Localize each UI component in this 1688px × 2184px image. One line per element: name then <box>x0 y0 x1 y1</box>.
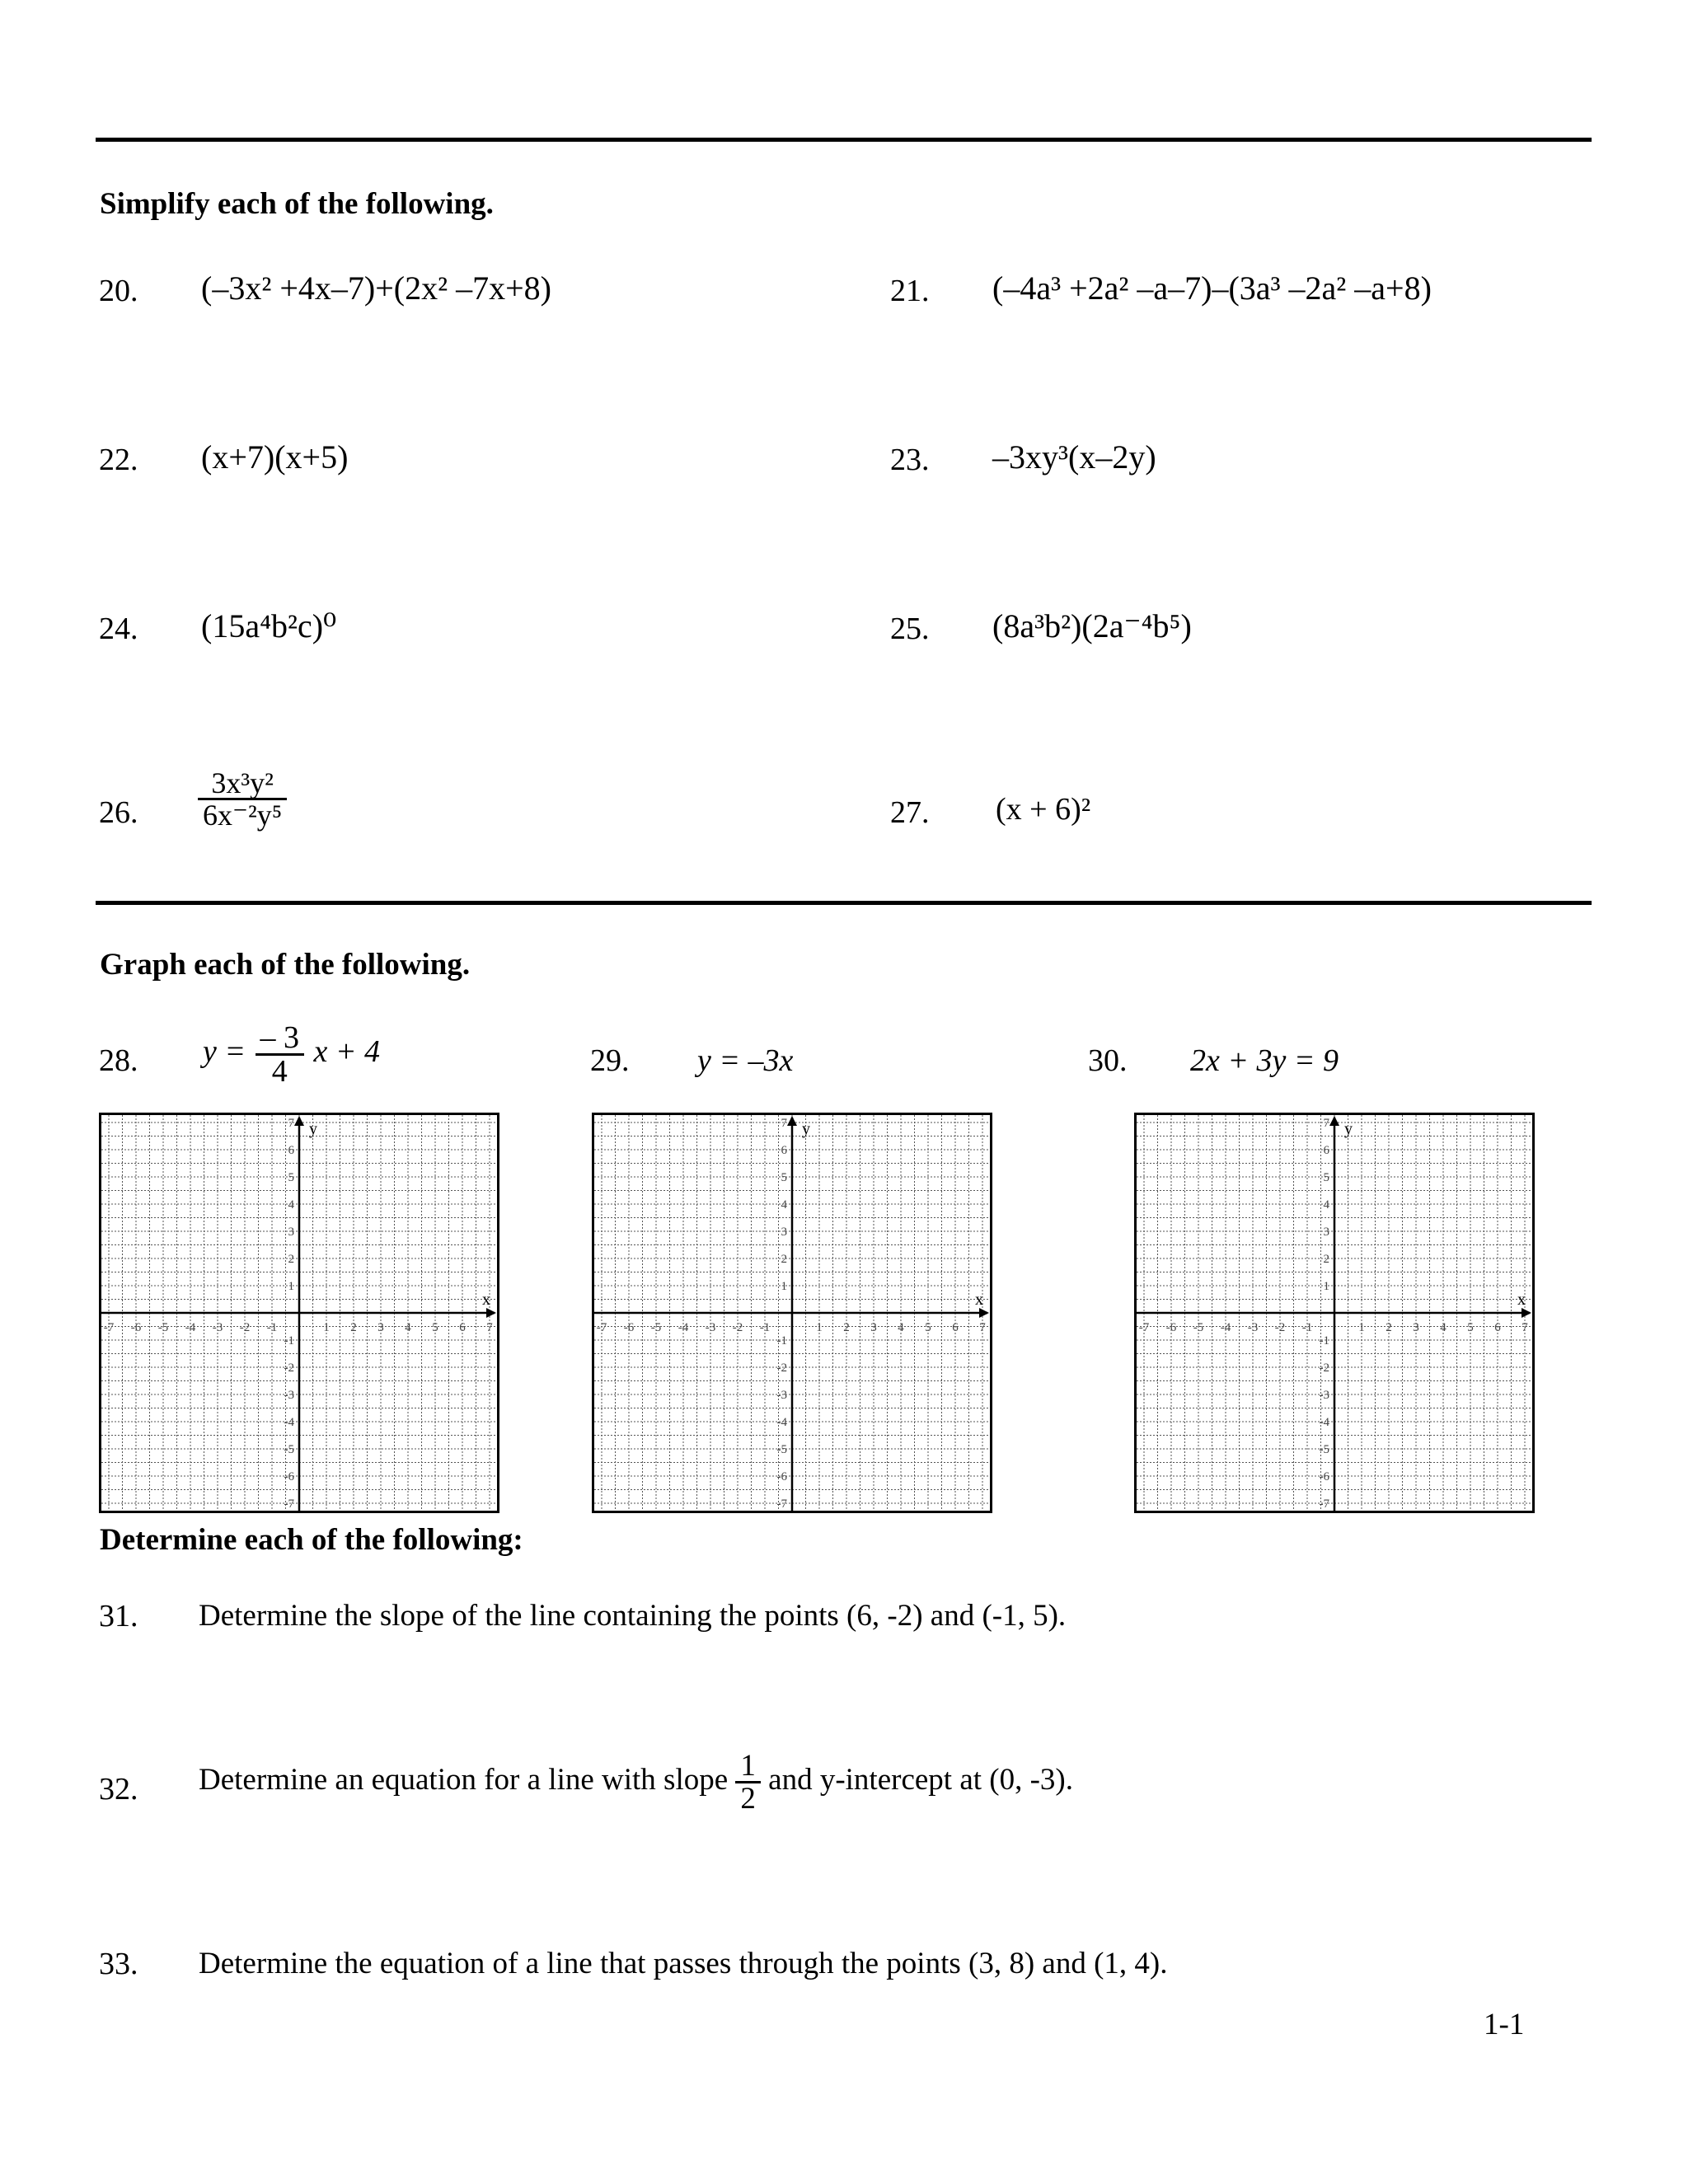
x-tick-label: -3 <box>212 1321 223 1334</box>
y-tick-label: 4 <box>781 1198 787 1212</box>
x-tick-label: -2 <box>732 1321 743 1334</box>
x-tick-label: -2 <box>239 1321 251 1334</box>
x-tick-label: -1 <box>1301 1321 1313 1334</box>
problem-26-numerator: 3x³y² <box>211 766 274 799</box>
x-tick-label: 7 <box>1522 1321 1528 1334</box>
determine-heading: Determine each of the following: <box>100 1523 523 1557</box>
y-tick-label: -6 <box>284 1470 294 1483</box>
problem-24-number: 24. <box>99 612 138 646</box>
y-tick-label: -7 <box>1319 1497 1329 1511</box>
problem-28-frac-den: 4 <box>256 1053 305 1087</box>
x-tick-label: -5 <box>650 1321 662 1334</box>
x-tick-label: 5 <box>925 1321 931 1334</box>
y-tick-label: 7 <box>288 1117 294 1130</box>
problem-22-expression: (x+7)(x+5) <box>201 438 349 476</box>
y-tick-label: -5 <box>776 1443 787 1456</box>
y-tick-label: -4 <box>776 1416 787 1429</box>
x-tick-label: 3 <box>1413 1321 1419 1334</box>
x-tick-label: 1 <box>816 1321 823 1334</box>
top-rule <box>96 138 1592 142</box>
problem-32-text <box>199 1750 1073 1814</box>
y-tick-label: 6 <box>1323 1144 1329 1157</box>
x-tick-label: -2 <box>1274 1321 1286 1334</box>
x-tick-label: 7 <box>979 1321 986 1334</box>
y-tick-label: 1 <box>781 1280 787 1293</box>
problem-27-number: 27. <box>890 795 930 830</box>
y-tick-label: -1 <box>284 1334 294 1347</box>
y-axis-label: y <box>802 1120 810 1138</box>
problem-31-text: Determine the slope of the line containing the points (6, -2) and (-1, 5). <box>199 1599 1067 1633</box>
x-tick-label: 2 <box>843 1321 850 1334</box>
problem-28-number: 28. <box>99 1043 138 1078</box>
problem-32-number: 32. <box>99 1772 138 1807</box>
y-tick-label: -1 <box>1319 1334 1329 1347</box>
x-tick-label: 3 <box>377 1321 384 1334</box>
coordinate-grid-28[interactable] <box>99 1113 499 1513</box>
y-tick-label: -1 <box>776 1334 787 1347</box>
y-tick-label: 3 <box>781 1226 787 1239</box>
problem-32-frac-num: 1 <box>740 1749 756 1783</box>
problem-27-expression: (x + 6)² <box>996 792 1091 827</box>
x-tick-label: -4 <box>678 1321 689 1334</box>
x-tick-label: 1 <box>323 1321 330 1334</box>
y-tick-label: -6 <box>776 1470 787 1483</box>
problem-29-number: 29. <box>590 1043 630 1078</box>
problem-23-number: 23. <box>890 443 930 477</box>
problem-24-expression: (15a⁴b²c)⁰ <box>201 607 337 644</box>
problem-28-rhs: x + 4 <box>313 1034 381 1070</box>
x-tick-label: -6 <box>1165 1321 1177 1334</box>
x-tick-label: 4 <box>405 1321 411 1334</box>
page-number: 1-1 <box>1484 2008 1525 2041</box>
y-tick-label: 2 <box>781 1253 787 1266</box>
problem-23-expression: –3xy³(x–2y) <box>992 438 1156 476</box>
coordinate-grid-29[interactable] <box>592 1113 992 1513</box>
x-tick-label: 5 <box>1467 1321 1474 1334</box>
problem-29-expression: y = –3x <box>697 1043 794 1078</box>
problem-33-text: Determine the equation of a line that passes through the points (3, 8) and (1, 4). <box>199 1947 1168 1980</box>
y-tick-label: 5 <box>288 1171 294 1184</box>
y-tick-label: 3 <box>288 1226 294 1239</box>
problem-28-lhs: y = <box>203 1034 246 1070</box>
y-tick-label: 2 <box>288 1253 294 1266</box>
x-tick-label: 2 <box>1386 1321 1392 1334</box>
x-tick-label: -7 <box>1138 1321 1150 1334</box>
problem-28-expression <box>203 1022 380 1087</box>
x-tick-label: -4 <box>185 1321 196 1334</box>
y-tick-label: -7 <box>776 1497 787 1511</box>
graph-heading: Graph each of the following. <box>100 948 471 982</box>
y-tick-label: -2 <box>776 1361 787 1375</box>
y-tick-label: 4 <box>288 1198 294 1212</box>
problem-26-number: 26. <box>99 795 138 830</box>
simplify-heading: Simplify each of the following. <box>100 187 494 221</box>
x-tick-label: 1 <box>1358 1321 1365 1334</box>
problem-32-text-before: Determine an equation for a line with slope <box>199 1762 729 1797</box>
y-tick-label: -3 <box>1319 1389 1329 1402</box>
x-tick-label: 5 <box>432 1321 438 1334</box>
problem-31-number: 31. <box>99 1599 138 1633</box>
y-tick-label: -5 <box>284 1443 294 1456</box>
y-tick-label: 6 <box>781 1144 787 1157</box>
problem-21-number: 21. <box>890 274 930 308</box>
y-tick-label: 3 <box>1323 1226 1329 1239</box>
x-tick-label: -6 <box>130 1321 142 1334</box>
x-tick-label: -1 <box>759 1321 771 1334</box>
y-tick-label: -3 <box>776 1389 787 1402</box>
y-tick-label: -4 <box>284 1416 294 1429</box>
y-tick-label: -6 <box>1319 1470 1329 1483</box>
x-tick-label: -5 <box>1193 1321 1204 1334</box>
problem-30-number: 30. <box>1088 1043 1128 1078</box>
y-tick-label: 2 <box>1323 1253 1329 1266</box>
y-tick-label: 7 <box>781 1117 787 1130</box>
x-tick-label: -1 <box>266 1321 278 1334</box>
problem-32-frac-den: 2 <box>735 1781 761 1814</box>
y-tick-label: 5 <box>1323 1171 1329 1184</box>
x-axis-label: x <box>482 1291 490 1309</box>
x-axis-label: x <box>1517 1291 1526 1309</box>
problem-26-denominator: 6x⁻²y⁵ <box>198 798 287 830</box>
y-tick-label: -2 <box>1319 1361 1329 1375</box>
problem-20-expression: (–3x² +4x–7)+(2x² –7x+8) <box>201 269 551 307</box>
middle-rule <box>96 901 1592 905</box>
x-tick-label: -6 <box>623 1321 635 1334</box>
problem-30-expression: 2x + 3y = 9 <box>1190 1043 1339 1078</box>
x-tick-label: 6 <box>459 1321 466 1334</box>
x-tick-label: -7 <box>103 1321 115 1334</box>
x-tick-label: -5 <box>157 1321 169 1334</box>
x-tick-label: -4 <box>1220 1321 1231 1334</box>
x-tick-label: 2 <box>350 1321 357 1334</box>
problem-20-number: 20. <box>99 274 138 308</box>
coordinate-grid-30[interactable] <box>1134 1113 1535 1513</box>
y-tick-label: -3 <box>284 1389 294 1402</box>
problem-21-expression: (–4a³ +2a² –a–7)–(3a³ –2a² –a+8) <box>992 269 1432 307</box>
problem-32-text-after: and y-intercept at (0, -3). <box>768 1762 1073 1797</box>
x-tick-label: 3 <box>870 1321 877 1334</box>
y-tick-label: -5 <box>1319 1443 1329 1456</box>
x-tick-label: 4 <box>898 1321 904 1334</box>
y-tick-label: 1 <box>288 1280 294 1293</box>
y-axis-label: y <box>1344 1120 1353 1138</box>
y-tick-label: 6 <box>288 1144 294 1157</box>
x-tick-label: -7 <box>596 1321 607 1334</box>
x-tick-label: 6 <box>1494 1321 1501 1334</box>
y-tick-label: 4 <box>1323 1198 1329 1212</box>
x-axis-label: x <box>975 1291 983 1309</box>
x-tick-label: 7 <box>486 1321 493 1334</box>
x-tick-label: 6 <box>952 1321 959 1334</box>
x-tick-label: -3 <box>705 1321 716 1334</box>
x-tick-label: -3 <box>1247 1321 1259 1334</box>
x-tick-label: 4 <box>1440 1321 1447 1334</box>
y-axis-label: y <box>309 1120 317 1138</box>
problem-28-frac-num: – 3 <box>260 1020 300 1055</box>
problem-26-expression <box>198 768 287 830</box>
y-tick-label: -2 <box>284 1361 294 1375</box>
y-tick-label: 7 <box>1323 1117 1329 1130</box>
problem-33-number: 33. <box>99 1947 138 1981</box>
y-tick-label: 5 <box>781 1171 787 1184</box>
problem-22-number: 22. <box>99 443 138 477</box>
problem-25-expression: (8a³b²)(2a⁻⁴b⁵) <box>992 607 1192 644</box>
problem-25-number: 25. <box>890 612 930 646</box>
y-tick-label: -7 <box>284 1497 294 1511</box>
y-tick-label: 1 <box>1323 1280 1329 1293</box>
y-tick-label: -4 <box>1319 1416 1329 1429</box>
